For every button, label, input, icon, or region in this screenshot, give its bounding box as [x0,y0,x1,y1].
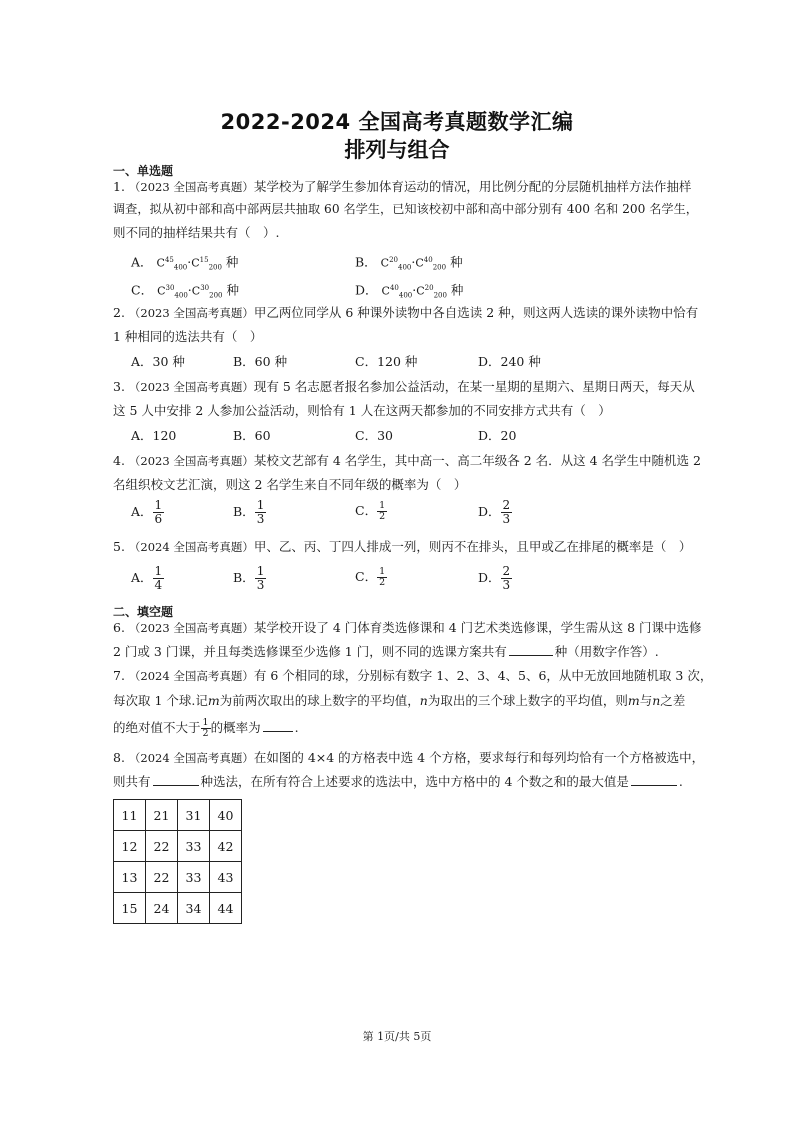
q4-option-d[interactable]: D． $\frac{2}{3}$ [478,498,511,526]
grid-cell: 22 [146,862,178,893]
q3-line1: 3. （2023 全国高考真题）现有 5 名志愿者报名参加公益活动，在某一星期的星期六、星期日两天，每天从 [113,379,695,394]
grid-cell: 11 [114,800,146,831]
grid-cell: 12 [114,831,146,862]
q2-option-b[interactable]: B．60 种 [233,354,288,369]
q2-line2: 1 种相同的选法共有（ ） [113,329,263,344]
grid-cell: 40 [210,800,242,831]
doc-subtitle: 排列与组合 [344,138,450,162]
q2-option-c[interactable]: C．120 种 [355,354,418,369]
grid-row [114,831,242,862]
q6-line1: 6. （2023 全国高考真题）某学校开设了 4 门体育类选修课和 4 门艺术类选修课，学生需从这 8 门课中选修 [113,620,702,635]
q3-option-d[interactable]: D．20 [478,428,517,443]
q1-option-d[interactable]: D． $C^{40}_{400}\cdot C^{20}_{200}$ 种 [355,282,464,300]
grid-cell: 21 [146,800,178,831]
q1-option-a[interactable]: A． $C^{45}_{400}\cdot C^{15}_{200}$ 种 [131,254,239,272]
q4-line1: 4. （2023 全国高考真题）某校文艺部有 4 名学生，其中高一、高二年级各 2 名．从这 4 名学生中随机选 2 [113,453,701,468]
q4-option-b[interactable]: B． $\frac{1}{3}$ [233,498,265,526]
q1-option-c[interactable]: C． $C^{30}_{400}\cdot C^{30}_{200}$ 种 [131,282,239,300]
grid-cell: 43 [210,862,242,893]
q2-line1: 2. （2023 全国高考真题）甲乙两位同学从 6 种课外读物中各自选读 2 种，则这两人选读的课外读物中恰有 [113,305,699,320]
grid-cell: 44 [210,893,242,924]
grid-cell: 31 [178,800,210,831]
section-fill-in: 二、填空题 [113,605,174,619]
grid-cell: 33 [178,831,210,862]
q5-line1: 5. （2024 全国高考真题）甲、乙、丙、丁四人排成一列，则丙不在排头，且甲或乙在排尾的概率是（ ） [113,539,692,554]
q8-line1: 8. （2024 全国高考真题）在如图的 4×4 的方格表中选 4 个方格，要求每行和每列均恰有一个方格被选中， [113,750,705,765]
q4-line2: 名组织校文艺汇演，则这 2 名学生来自不同年级的概率为（ ） [113,477,467,492]
q5-option-a[interactable]: A． $\frac{1}{4}$ [131,564,163,592]
q3-option-b[interactable]: B．60 [233,428,271,443]
grid-row [114,862,242,893]
grid-row [114,893,242,924]
q1-line1: 1. （2023 全国高考真题）某学校为了解学生参加体育运动的情况，用比例分配的分层随机抽样方法作抽样 [113,179,692,194]
q6-line2: 2 门或 3 门课，并且每类选修课至少选修 1 门，则不同的选课方案共有 种（用数字作答）. [113,644,659,659]
q4-option-a[interactable]: A． $\frac{1}{6}$ [131,498,163,526]
grid-cell: 13 [114,862,146,893]
grid-cell: 22 [146,831,178,862]
q7-answer-blank[interactable] [263,719,293,732]
grid-row [114,800,242,831]
grid-cell: 33 [178,862,210,893]
q4-option-c[interactable]: C． $\frac{1}{2}$ [355,500,386,522]
q7-line2: 每次取 1 个球.记m为前两次取出的球上数字的平均值，n为取出的三个球上数字的平均值，则m与n之差 [113,693,686,708]
doc-title: 2022-2024 全国高考真题数学汇编 [220,110,574,134]
q6-answer-blank[interactable] [509,643,553,656]
q7-line1: 7. （2024 全国高考真题）有 6 个相同的球，分别标有数字 1、2、3、4、5、6，从中无放回地随机取 3 次， [113,668,713,683]
grid-cell: 15 [114,893,146,924]
grid-cell: 24 [146,893,178,924]
number-grid [113,799,242,924]
q2-option-d[interactable]: D．240 种 [478,354,541,369]
q8-line2: 则共有 种选法，在所有符合上述要求的选法中，选中方格中的 4 个数之和的最大值是 . [113,774,683,789]
q8-answer-blank-2[interactable] [631,773,677,786]
q5-option-c[interactable]: C． $\frac{1}{2}$ [355,566,386,588]
q1-line2: 调查，拟从初中部和高中部两层共抽取 60 名学生，已知该校初中部和高中部分别有 400 名和 200 名学生， [113,202,698,216]
q5-option-d[interactable]: D． $\frac{2}{3}$ [478,564,511,592]
q3-line2: 这 5 人中安排 2 人参加公益活动，则恰有 1 人在这两天都参加的不同安排方式共有（ ） [113,403,611,418]
q5-option-b[interactable]: B． $\frac{1}{3}$ [233,564,265,592]
q7-line3: 的绝对值不大于 $\frac{1}{2}$ 的概率为 . [113,717,299,739]
q1-option-b[interactable]: B． $C^{20}_{400}\cdot C^{40}_{200}$ 种 [355,254,463,272]
grid-cell: 42 [210,831,242,862]
q8-answer-blank-1[interactable] [153,773,199,786]
q2-option-a[interactable]: A．30 种 [131,354,185,369]
q3-option-c[interactable]: C．30 [355,428,393,443]
section-single-choice: 一、单选题 [113,164,174,178]
q1-line3: 则不同的抽样结果共有（ ）. [113,225,280,240]
page-footer: 第 1页/共 5页 [362,1030,432,1043]
grid-cell: 34 [178,893,210,924]
q3-option-a[interactable]: A．120 [131,428,177,443]
